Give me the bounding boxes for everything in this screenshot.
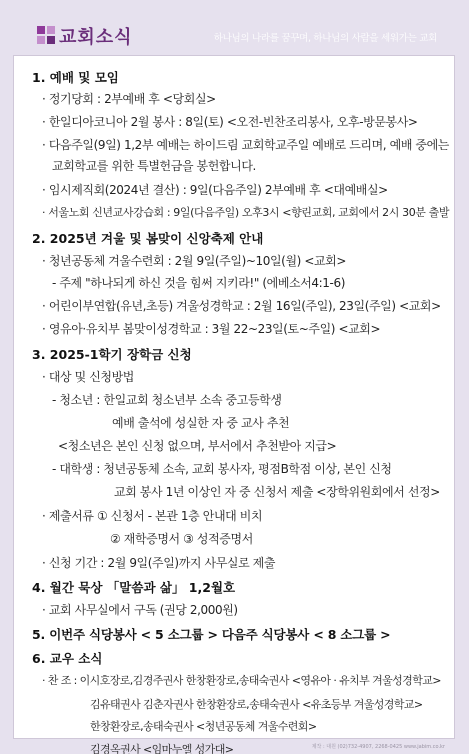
news-line: 교회학교를 위한 특별헌금을 봉헌합니다. — [52, 159, 256, 173]
news-line: 김경옥권사 <임마누엘 성가대> — [90, 743, 234, 754]
news-line: - 청소년 : 한일교회 청소년부 소속 중고등학생 — [52, 393, 282, 407]
header — [0, 0, 469, 62]
section-heading-kitchen: 5. 이번주 식당봉사 < 5 소그룹 > 다음주 식당봉사 < 8 소그룹 > — [32, 627, 391, 642]
section-heading-meditation: 4. 월간 묵상 「말씀과 삶」 1,2월호 — [32, 580, 236, 595]
news-line: ② 재학증명서 ③ 성적증명서 — [110, 532, 253, 546]
news-line: 김유태권사 김춘자권사 한창환장로,송태숙권사 <유초등부 겨울성경학교> — [90, 698, 423, 711]
section-heading-members: 6. 교우 소식 — [32, 651, 103, 666]
news-line: <청소년은 본인 신청 없으며, 부서에서 추천받아 지급> — [58, 439, 337, 453]
news-line: · 영유아·유치부 봄맞이성경학교 : 3월 22~23일(토~주일) <교회> — [42, 322, 381, 336]
news-line: · 청년공동체 겨울수련회 : 2월 9일(주일)~10일(월) <교회> — [42, 254, 347, 268]
news-line: · 서울노회 신년교사강습회 : 9일(다음주일) 오후3시 <향린교회, 교회에서 2시 30분 출발 — [42, 206, 450, 219]
news-line: · 임시제직회(2024년 결산) : 9일(다음주일) 2부예배 후 <대예배실> — [42, 183, 388, 197]
news-line: · 정기당회 : 2부예배 후 <당회실> — [42, 92, 216, 106]
church-news-logo-icon — [37, 26, 55, 44]
news-line: · 어린이부연합(유년,초등) 겨울성경학교 : 2월 16일(주일), 23일(주일) <교회> — [42, 299, 441, 313]
news-line: · 교회 사무실에서 구독 (권당 2,000원) — [42, 603, 238, 617]
footer-credit: 제작 : 대원 (02)732-4907, 2268-0425 www.jabim.co.kr — [311, 744, 445, 750]
news-line: · 한일디아코니아 2월 봉사 : 8일(토) <오전-빈찬조리봉사, 오후-방문봉사> — [42, 115, 418, 129]
news-line: 예배 출석에 성실한 자 중 교사 추천 — [112, 416, 290, 430]
news-line: 한창환장로,송태숙권사 <청년공동체 겨울수련회> — [90, 720, 317, 733]
news-line: · 대상 및 신청방법 — [42, 370, 135, 384]
news-line: · 찬 조 : 이시호장로,김경주권사 한창환장로,송태숙권사 <영유아 · 유치부 겨울성경학교> — [42, 674, 441, 687]
news-line: · 다음주일(9일) 1,2부 예배는 하이드림 교회학교주일 예배로 드리며, 예배 중에는 — [42, 138, 450, 152]
news-line: - 주제 "하나되게 하신 것을 힘써 지키라!" (에베소서4:1-6) — [52, 276, 345, 290]
page-title: 교회소식 — [59, 27, 133, 48]
news-line: 교회 봉사 1년 이상인 자 중 신청서 제출 <장학위원회에서 선정> — [114, 485, 440, 499]
section-heading-festival: 2. 2025년 겨울 및 봄맞이 신앙축제 안내 — [32, 231, 264, 246]
news-line: · 제출서류 ① 신청서 - 본관 1층 안내대 비치 — [42, 509, 263, 523]
tagline: 하나님의 나라를 꿈꾸며, 하나님의 사람을 세워가는 교회 — [213, 33, 437, 44]
news-line: · 신청 기간 : 2월 9일(주일)까지 사무실로 제출 — [42, 556, 276, 570]
section-heading-worship: 1. 예배 및 모임 — [32, 70, 119, 85]
section-heading-scholarship: 3. 2025-1학기 장학금 신청 — [32, 347, 192, 362]
news-line: - 대학생 : 청년공동체 소속, 교회 봉사자, 평점B학점 이상, 본인 신청 — [52, 462, 392, 476]
